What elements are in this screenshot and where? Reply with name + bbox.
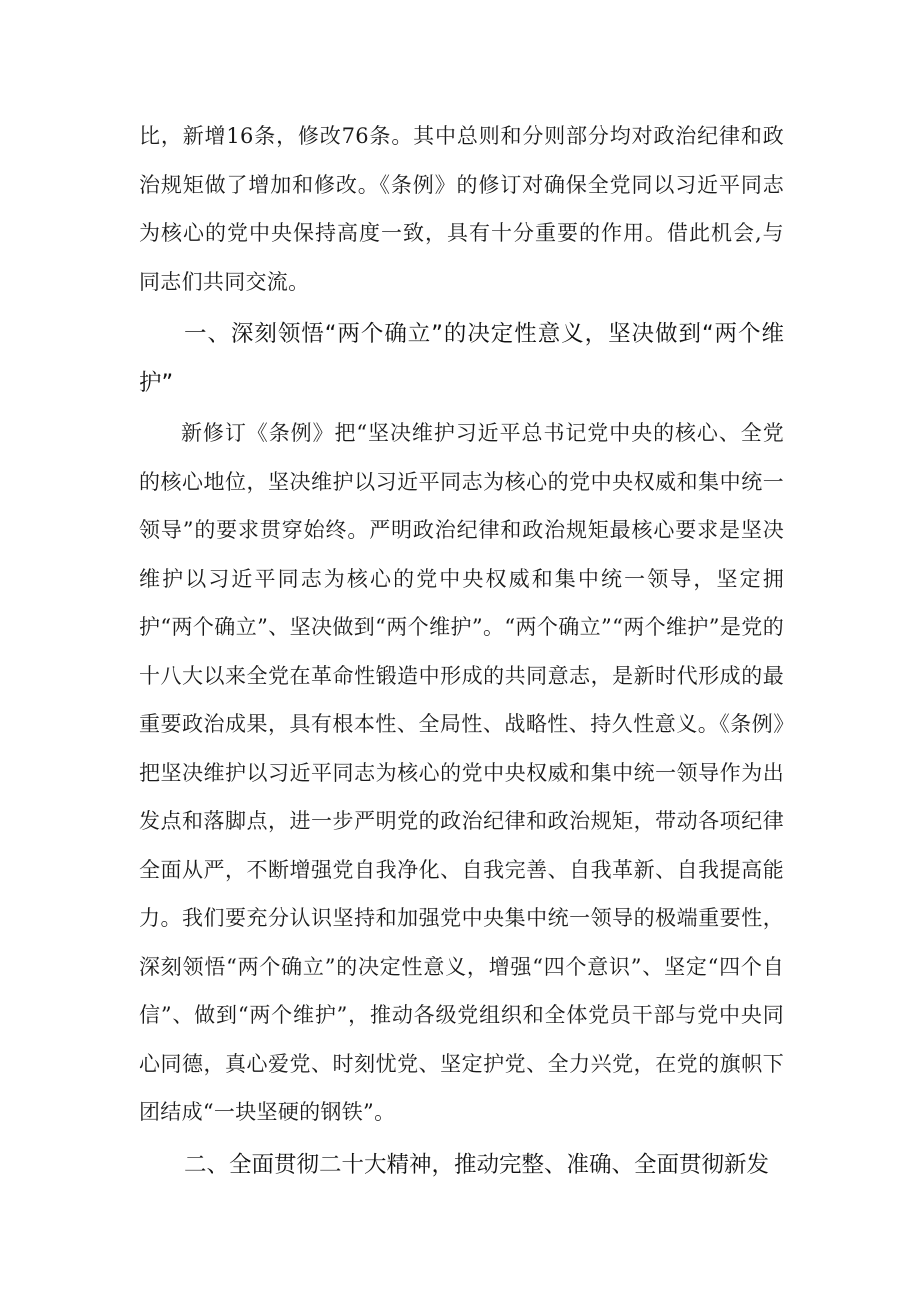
section-1-paragraph: 新修订《条例》把“坚决维护习近平总书记党中央的核心、全党的核心地位，坚决维护以习近平同志为核心的党中央权威和集中统一领导”的要求贯穿始终。严明政治纪律和政治规矩最核心要求是坚决维护以习近平同志为核心的党中央权威和集中统一领导，坚定拥护“两个确立”、坚决做到“两个维护”。“两个确立”“两个维护”是党的十八大以来全党在革命性锻造中形成的共同意志，是新时代形成的最重要政治成果，具有根本性、全局性、战略性、持久性意义。《条例》把坚决维护以习近平同志为核心的党中央权威和集中统一领导作为出发点和落脚点，进一步严明党的政治纪律和政治规矩，带动各项纪律全面从严，不断增强党自我净化、自我完善、自我革新、自我提高能力。我们要充分认识坚持和加强党中央集中统一领导的极端重要性，深刻领悟“两个确立”的决定性意义，增强“四个意识”、坚定“四个自信”、做到“两个维护”，推动各级党组织和全体党员干部与党中央同心同德，真心爱党、时刻忧党、坚定护党、全力兴党，在党的旗帜下团结成“一块坚硬的钢铁”。 bbox=[139, 421, 784, 1124]
section-heading-1: 一、深刻领悟“两个确立”的决定性意义，坚决做到“两个维护” bbox=[139, 321, 784, 396]
section-heading-2: 二、全面贯彻二十大精神，推动完整、准确、全面贯彻新发 bbox=[184, 1151, 770, 1178]
document-content bbox=[139, 112, 784, 1191]
intro-paragraph: 比，新增16条，修改76条。其中总则和分则部分均对政治纪律和政治规矩做了增加和修改。《条例》的修订对确保全党同以习近平同志为核心的党中央保持高度一致，具有十分重要的作用。借此机会,与同志们共同交流。 bbox=[139, 124, 784, 294]
